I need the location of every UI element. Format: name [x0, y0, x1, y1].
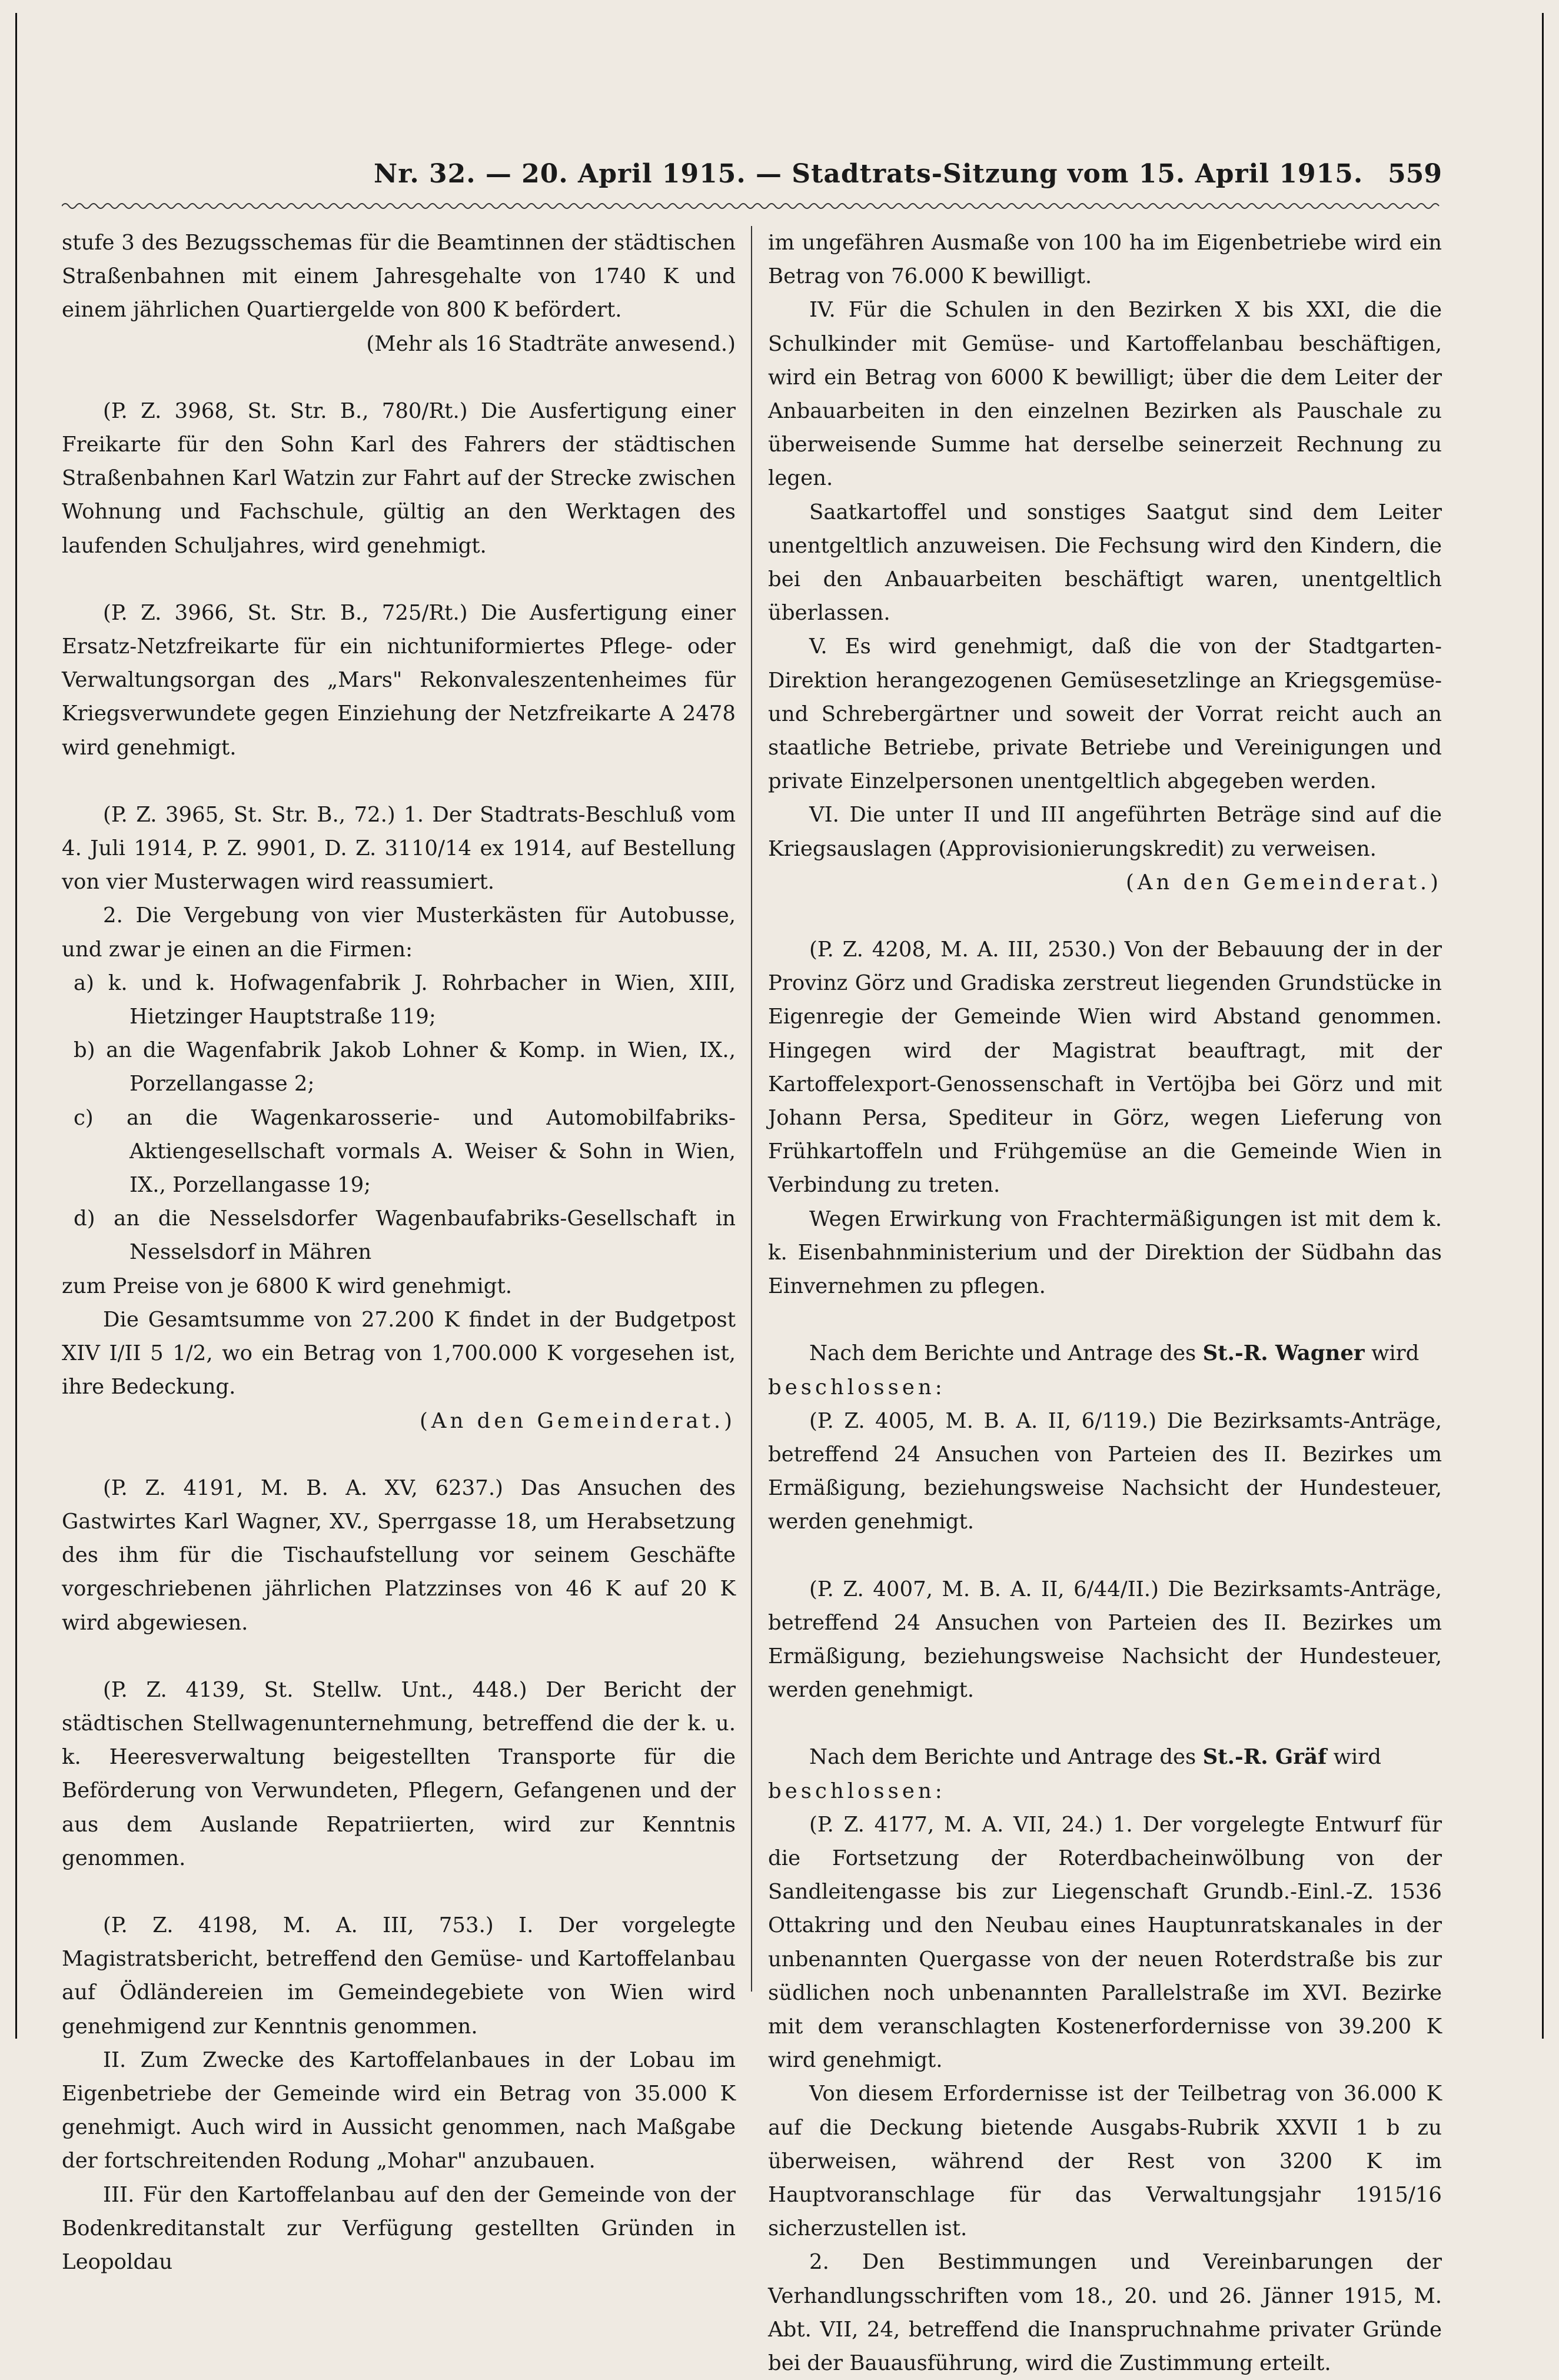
- right-column: [768, 226, 1442, 2380]
- paragraph: (P. Z. 4177, M. A. VII, 24.) 1. Der vorgelegte Entwurf für die Fortsetzung der Roterdbacheinwölbung von der Sandleitengasse bis zur Liegenschaft Grundb.-Einl.-Z. 1536 Ottakring und den Neubau eines Hauptunratskanales in der unbenannten Quergasse von der neuen Roterdstraße bis zur südlichen noch unbenannten Parallelstraße im XVI. Bezirke mit dem veranschlagten Kostenerfordernisse von 39.200 K wird genehmigt.: [768, 1812, 1442, 2073]
- left-column: [62, 226, 736, 2279]
- resolved-label: beschlossen:: [768, 1779, 946, 1803]
- paragraph: 2. Den Bestimmungen und Vereinbarungen der Verhandlungsschriften vom 18., 20. und 26. Jänner 1915, M. Abt. VII, 24, betreffend die Inanspruchnahme privater Gründe bei der Bauausführung, wird die Zustimmung erteilt.: [768, 2250, 1442, 2375]
- motion-heading: [768, 1337, 1442, 1370]
- motion-intro: Nach dem Berichte und Antrage des: [809, 1745, 1196, 1770]
- paragraph: (P. Z. 4007, M. B. A. II, 6/44/II.) Die Bezirksamts-Anträge, betreffend 24 Ansuchen von Parteien des II. Bezirkes um Ermäßigung, beziehungsweise Nachsicht der Hundesteuer, werden genehmigt.: [768, 1577, 1442, 1703]
- running-title: Nr. 32. — 20. April 1915. — Stadtrats-Sitzung vom 15. April 1915.: [374, 159, 1364, 189]
- wavy-rule: [62, 199, 1442, 213]
- paragraph: 2. Die Vergebung von vier Musterkästen für Autobusse, und zwar je einen an die Firmen:: [62, 903, 736, 962]
- paragraph: Die Gesamtsumme von 27.200 K findet in der Budgetpost XIV I/II 5 1/2, wo ein Betrag von 1,700.000 K vorgesehen ist, ihre Bedeckung.: [62, 1307, 736, 1400]
- resolved-label: beschlossen:: [768, 1375, 946, 1400]
- paragraph: (P. Z. 3965, St. Str. B., 72.) 1. Der Stadtrats-Beschluß vom 4. Juli 1914, P. Z. 9901, D. Z. 3110/14 ex 1914, auf Bestellung von vier Musterwagen wird reassumiert.: [62, 802, 736, 895]
- paragraph: (P. Z. 4005, M. B. A. II, 6/119.) Die Bezirksamts-Anträge, betreffend 24 Ansuchen von Parteien des II. Bezirkes um Ermäßigung, beziehungsweise Nachsicht der Hundesteuer, werden genehmigt.: [768, 1408, 1442, 1534]
- paragraph: IV. Für die Schulen in den Bezirken X bis XXI, die die Schulkinder mit Gemüse- und Kartoffelanbau beschäftigen, wird ein Betrag von 6000 K bewilligt; über die dem Leiter der Anbauarbeiten in den einzelnen Bezirken als Pauschale zu überweisende Summe hat derselbe seinerzeit Rechnung zu legen.: [768, 298, 1442, 491]
- paragraph: (P. Z. 4198, M. A. III, 753.) I. Der vorgelegte Magistratsbericht, betreffend den Gemüse- und Kartoffelanbau auf Ödländereien im Gemeindegebiete von Wien wird genehmigend zur Kenntnis genommen.: [62, 1913, 736, 2039]
- paragraph: (P. Z. 3968, St. Str. B., 780/Rt.) Die Ausfertigung einer Freikarte für den Sohn Karl des Fahrers der städtischen Straßenbahnen Karl Watzin zur Fahrt auf der Strecke zwischen Wohnung und Fachschule, gültig an den Werktagen des laufenden Schuljahres, wird genehmigt.: [62, 398, 736, 558]
- paragraph: zum Preise von je 6800 K wird genehmigt.: [62, 1274, 513, 1298]
- firm-list: [62, 966, 736, 1269]
- paragraph: VI. Die unter II und III angeführten Beträge sind auf die Kriegsauslagen (Approvisionierungskredit) zu verweisen.: [768, 803, 1442, 861]
- list-item: a) k. und k. Hofwagenfabrik J. Rohrbacher in Wien, XIII, Hietzinger Hauptstraße 119;: [74, 970, 736, 1029]
- column-divider: [751, 226, 752, 1992]
- motion-tail: wird: [1371, 1341, 1420, 1366]
- paragraph: Wegen Erwirkung von Frachtermäßigungen ist mit dem k. k. Eisenbahnministerium und der Direktion der Südbahn das Einvernehmen zu pflegen.: [768, 1206, 1442, 1299]
- paragraph: stufe 3 des Bezugsschemas für die Beamtinnen der städtischen Straßenbahnen mit einem Jahresgehalte von 1740 K und einem jährlichen Quartiergelde von 800 K befördert.: [62, 231, 736, 323]
- list-item: c) an die Wagenkarosserie- und Automobilfabriks-Aktiengesellschaft vormals A. Weiser & Sohn in Wien, IX., Porzellangasse 19;: [74, 1105, 736, 1198]
- paragraph: (P. Z. 4208, M. A. III, 2530.) Von der Bebauung der in der Provinz Görz und Gradiska zerstreut liegenden Grundstücke in Eigenregie der Gemeinde Wien wird Abstand genommen. Hingegen wird der Magistrat beauftragt, mit der Kartoffelexport-Genossenschaft in Vertöjba bei Görz und mit Johann Persa, Spediteur in Görz, wegen Lieferung von Frühkartoffeln und Frühgemüse an die Gemeinde Wien in Verbindung zu treten.: [768, 938, 1442, 1198]
- paragraph: Saatkartoffel und sonstiges Saatgut sind dem Leiter unentgeltlich anzuweisen. Die Fechsung wird den Kindern, die bei den Anbauarbeiten beschäftigt waren, unentgeltlich überlassen.: [768, 500, 1442, 626]
- motion-heading: [768, 1740, 1442, 1774]
- motion-tail: wird: [1333, 1745, 1381, 1770]
- page-number: 559: [1388, 159, 1442, 189]
- paragraph: II. Zum Zwecke des Kartoffelanbaues in der Lobau im Eigenbetriebe der Gemeinde wird ein Betrag von 35.000 K genehmigt. Auch wird in Aussicht genommen, nach Maßgabe der fortschreitenden Rodung „Mohar" anzubauen.: [62, 2047, 736, 2173]
- paragraph: (P. Z. 4139, St. Stellw. Unt., 448.) Der Bericht der städtischen Stellwagenunternehmung, betreffend die der k. u. k. Heeresverwaltung beigestellten Transporte für die Beförderung von Verwundeten, Pflegern, Gefangenen und der aus dem Auslande Repatriierten, wird zur Kenntnis genommen.: [62, 1677, 736, 1870]
- attendance-note: (Mehr als 16 Stadträte anwesend.): [366, 331, 736, 356]
- referral-note: (An den Gemeinderat.): [1125, 870, 1442, 895]
- referral-note: (An den Gemeinderat.): [419, 1408, 736, 1433]
- list-item: d) an die Nesselsdorfer Wagenbaufabriks-Gesellschaft in Nesselsdorf in Mähren: [74, 1206, 736, 1265]
- councillor-name: St.-R. Wagner: [1202, 1341, 1365, 1366]
- page-header: [62, 157, 1442, 192]
- paragraph: im ungefähren Ausmaße von 100 ha im Eigenbetriebe wird ein Betrag von 76.000 K bewilligt.: [768, 231, 1442, 289]
- paragraph: (P. Z. 4191, M. B. A. XV, 6237.) Das Ansuchen des Gastwirtes Karl Wagner, XV., Sperrgasse 18, um Herabsetzung des ihm für die Tischaufstellung vor seinem Geschäfte vorgeschriebenen jährlichen Platzzinses von 46 K auf 20 K wird abgewiesen.: [62, 1475, 736, 1635]
- list-item: b) an die Wagenfabrik Jakob Lohner & Komp. in Wien, IX., Porzellangasse 2;: [74, 1038, 736, 1096]
- paragraph: III. Für den Kartoffelanbau auf den der Gemeinde von der Bodenkreditanstalt zur Verfügung gestellten Gründen in Leopoldau: [62, 2182, 736, 2274]
- paragraph: Von diesem Erfordernisse ist der Teilbetrag von 36.000 K auf die Deckung bietende Ausgabs-Rubrik XXVII 1 b zu überweisen, während der Rest von 3200 K im Hauptvoranschlage für das Verwaltungsjahr 1915/16 sicherzustellen ist.: [768, 2082, 1442, 2241]
- motion-intro: Nach dem Berichte und Antrage des: [809, 1341, 1196, 1366]
- paragraph: V. Es wird genehmigt, daß die von der Stadtgarten-Direktion herangezogenen Gemüsesetzlinge an Kriegsgemüse- und Schrebergärtner und soweit der Vorrat reicht auch an staatliche Betriebe, private Betriebe und Vereinigungen und private Einzelpersonen unentgeltlich abgegeben werden.: [768, 634, 1442, 794]
- paragraph: (P. Z. 3966, St. Str. B., 725/Rt.) Die Ausfertigung einer Ersatz-Netzfreikarte für ein nichtuniformiertes Pflege- oder Verwaltungsorgan des „Mars" Rekonvaleszentenheimes für Kriegsverwundete gegen Einziehung der Netzfreikarte A 2478 wird genehmigt.: [62, 600, 736, 760]
- councillor-name: St.-R. Gräf: [1202, 1745, 1327, 1770]
